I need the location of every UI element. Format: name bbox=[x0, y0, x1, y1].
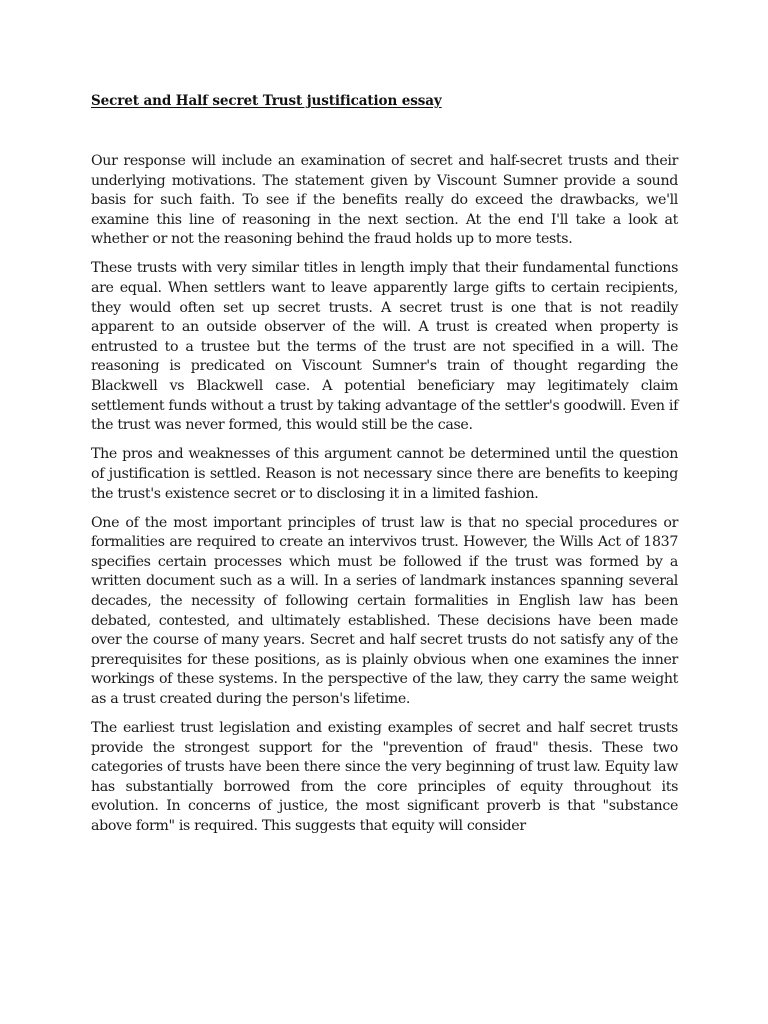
document-body bbox=[91, 152, 678, 846]
paragraph-3: The pros and weaknesses of this argument cannot be determined until the question of justification is settled. Reason is not necessary since there are benefits to keeping the trust's existence secret or to disclosing it in a limited fashion. bbox=[91, 446, 678, 502]
paragraph-2: These trusts with very similar titles in length imply that their fundamental functions are equal. When settlers want to leave apparently large gifts to certain recipients, they would often set up secret trusts. A secret trust is one that is not readily apparent to an outside observer of the will. A trust is created when property is entrusted to a trustee but the terms of the trust are not specified in a will. The reasoning is predicated on Viscount Sumner's train of thought regarding the Blackwell vs Blackwell case. A potential beneficiary may legitimately claim settlement funds without a trust by taking advantage of the settler's goodwill. Even if the trust was never formed, this would still be the case. bbox=[91, 260, 678, 434]
paragraph-1: Our response will include an examination of secret and half-secret trusts and their underlying motivations. The statement given by Viscount Sumner provide a sound basis for such faith. To see if the benefits really do exceed the drawbacks, we'll examine this line of reasoning in the next section. At the end I'll take a look at whether or not the reasoning behind the fraud holds up to more tests. bbox=[91, 153, 678, 248]
paragraph-4: One of the most important principles of trust law is that no special procedures or formalities are required to create an intervivos trust. However, the Wills Act of 1837 specifies certain processes which must be followed if the trust was formed by a written document such as a will. In a series of landmark instances spanning several decades, the necessity of following certain formalities in English law has been debated, contested, and ultimately established. These decisions have been made over the course of many years. Secret and half secret trusts do not satisfy any of the prerequisites for these positions, as is plainly obvious when one examines the inner workings of these systems. In the perspective of the law, they carry the same weight as a trust created during the person's lifetime. bbox=[91, 514, 678, 707]
document-title: Secret and Half secret Trust justification essay bbox=[91, 93, 442, 109]
paragraph-5: The earliest trust legislation and existing examples of secret and half secret trusts provide the strongest support for the "prevention of fraud" thesis. These two categories of trusts have been there since the very beginning of trust law. Equity law has substantially borrowed from the core principles of equity throughout its evolution. In concerns of justice, the most significant proverb is that "substance above form" is required. This suggests that equity will consider bbox=[91, 720, 678, 834]
